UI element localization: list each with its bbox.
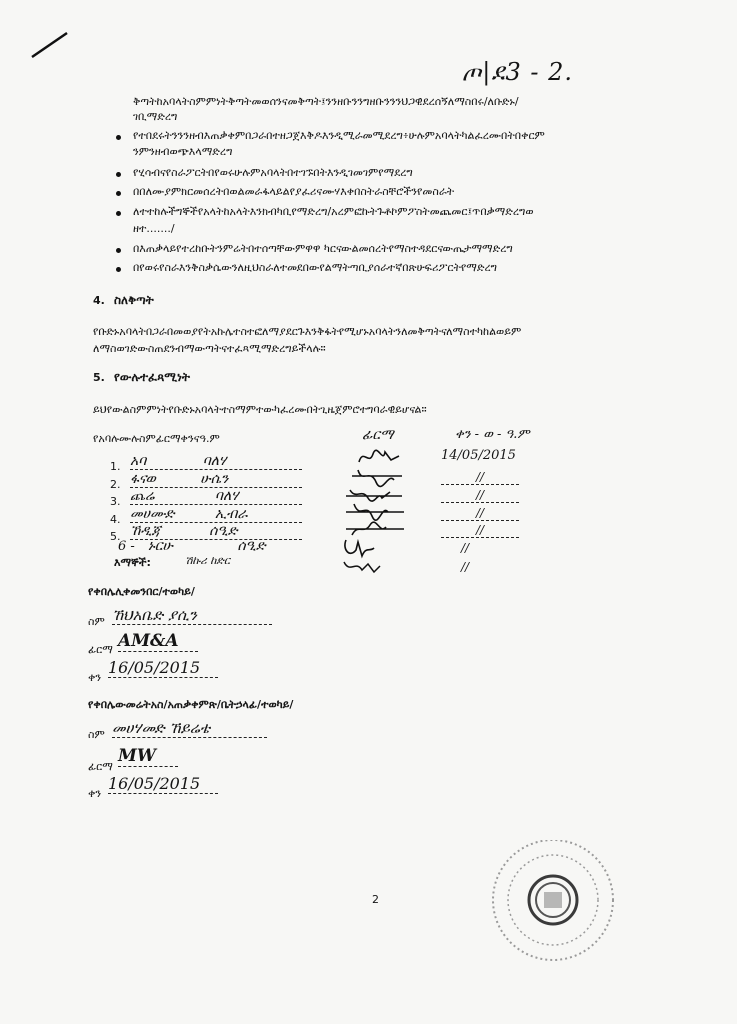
page-number: 2 [372, 893, 379, 906]
receiver-2-date-label: ቀን [88, 787, 102, 800]
witness-label: እማኞች: [114, 556, 151, 569]
receiver-2-name-label: ስም [88, 728, 105, 741]
members-header-signature: ፊርማ [362, 427, 394, 443]
official-stamp-icon [478, 840, 628, 970]
receiver-1-signature: AM&A [118, 631, 198, 652]
member-row-name [148, 538, 266, 554]
section-4-body-line-1: የቡድኑአባላትበጋራበመወያየትአኩሌተስተፎለማያደርጉእንቅፋትየሚሆኑአባላትንለመቅጣትናለማስተካከልወይም [93, 325, 522, 338]
member-date: // [441, 470, 519, 485]
bullet-4-line-2: ዘተ......./ [133, 222, 175, 235]
member-row-name [130, 453, 302, 470]
member-first-name: ጨሬ [130, 488, 155, 504]
member-row-number: 5. [110, 530, 121, 543]
section-5-title: የውሉተፈጻሚነት [114, 370, 190, 384]
bullet-icon [116, 135, 121, 140]
member-date: // [441, 506, 519, 521]
member-first-name: መሀሙድ [130, 506, 175, 522]
witness-names: ሽኩሪ ከድር [185, 554, 230, 567]
receiver-2-sign-label: ፊርማ [88, 760, 113, 773]
receiver-1-sign-label: ፊርማ [88, 643, 113, 656]
members-header-date: ቀን - ወ - ዓ.ም [455, 427, 530, 442]
receiver-2-date-value: 16/05/2015 [108, 774, 218, 794]
member-first-name: አባ [130, 453, 147, 469]
member-first-name: ፋናወ [130, 471, 156, 487]
member-last-name: ባለሃ [202, 453, 227, 469]
witness-date: // [461, 560, 470, 574]
section-4-number: 4. [93, 294, 105, 307]
intro-line-1: ቅጣትከአባላትስምምነትቅጣትመወሰንናመቅጣት፤ንንዘቡንንግዘቡንንንህጋዊደረሰኝለማስበሩ/ለቡድኑ/ [133, 95, 519, 108]
bullet-3-line-1: በበለሙያምክርመሰረትበወልመራፋላይልየያፈሪናሙሃእቀበስትራስቸሮችንየመስራት [133, 185, 455, 198]
bullet-icon [116, 172, 121, 177]
intro-line-2: ገቢማድረግ [133, 110, 178, 123]
page-marker: ጦ|ደ3 - 2. [462, 58, 573, 86]
receiver-1-title: የቀበሌሊቀመንበር/ተወካይ/ [88, 585, 195, 598]
bullet-icon [116, 248, 121, 253]
bullet-6-line-1: በየወሩየስራእንቅስቃሴውንለዚህስራለተመደበውየልማትጣቢያሰራተኛበጽሁፍሪፖርትየማድረግ [133, 261, 498, 274]
section-5-body: ይህየውልስምምነትየቡድኑአባላትተስማምተውካፈረሙበትጊዜጀምሮተግባራዊይሆናል። [93, 403, 427, 416]
members-header-name: የአባሉሙሉስምፊርማቀንናዓ.ም [93, 432, 220, 445]
receiver-1-name-value: ኸህአቤድ ያሲን [112, 606, 272, 625]
witness-signature-mark [340, 556, 384, 576]
bullet-1-line-2: ንምንዘብወጭእላማድረግ [133, 145, 233, 158]
member-last-name: ኢብራ [214, 506, 248, 522]
section-5-number: 5. [93, 371, 105, 384]
receiver-1-date-value: 16/05/2015 [108, 658, 218, 678]
member-signature-mark [355, 446, 403, 468]
bullet-4-line-1: ለተተከሉችግኞችየአላትከአላትእንክብካቢየማድረግ/አረምፎኩትጉቶኮምፖስትመጨመር፤ጥበቃማድረግወ [133, 205, 534, 218]
member-date: // [461, 541, 470, 555]
receiver-1-date-label: ቀን [88, 671, 102, 684]
bullet-icon [116, 211, 121, 216]
receiver-1-name-label: ስም [88, 615, 105, 628]
member-row-number: 6 - [118, 539, 135, 554]
bullet-2-line-1: የሂሳብናየስራፖርትበየወሩሁሉምአባላትበተገኙበትእንዲገመገምየማደረግ [133, 166, 413, 179]
member-first-name: ኑርሁ [148, 538, 173, 554]
receiver-2-name-value: መሀሃመድ ኸይሬቴ [112, 719, 267, 738]
pen-stroke-mark [30, 30, 70, 60]
member-date: // [441, 523, 519, 538]
section-4-body-line-2: ለማስወገድውስጠደንብማውጣትናተፈጻሚማድረግይችላሉ። [93, 342, 326, 355]
member-row-name [130, 488, 302, 505]
member-last-name: ሁሴን [200, 471, 229, 487]
member-row-name [130, 471, 302, 488]
receiver-2-title: የቀበሌውመሬትአስ/አጠቃቀምጽ/ቤትኃላፊ/ተወካይ/ [88, 698, 294, 711]
bullet-icon [116, 191, 121, 196]
member-row-number: 1. [110, 460, 121, 473]
member-last-name: ባለሃ [214, 488, 239, 504]
member-row-number: 4. [110, 513, 121, 526]
bullet-icon [116, 267, 121, 272]
member-date: 14/05/2015 [441, 448, 516, 463]
section-4-title: ስለቅጣት [114, 293, 154, 307]
member-row-number: 3. [110, 495, 121, 508]
receiver-2-signature: MW [118, 746, 178, 767]
member-last-name: ሰዒድ [209, 523, 238, 539]
bullet-1-line-1: የተበደሩትንንንዘብእጠቃቀምበጋራበተዘጋጀእቅዶእንዲሚራመሚደረግ፥ሁሉምአባላትካልፈረሙበትበቀርም [133, 129, 545, 142]
member-date: // [441, 488, 519, 503]
member-row-name [130, 506, 302, 523]
member-last-name: ሰዒድ [237, 538, 266, 554]
member-row-number: 2. [110, 478, 121, 491]
member-first-name: ኸዲጃ [130, 523, 161, 539]
bullet-5-line-1: በእጠቃላይየተረከቡትንምሬትበተሰጣቸውምዋዋ ካርናውልመሰረትየማስተዳደርናውጤታማማድረግ [133, 242, 513, 255]
